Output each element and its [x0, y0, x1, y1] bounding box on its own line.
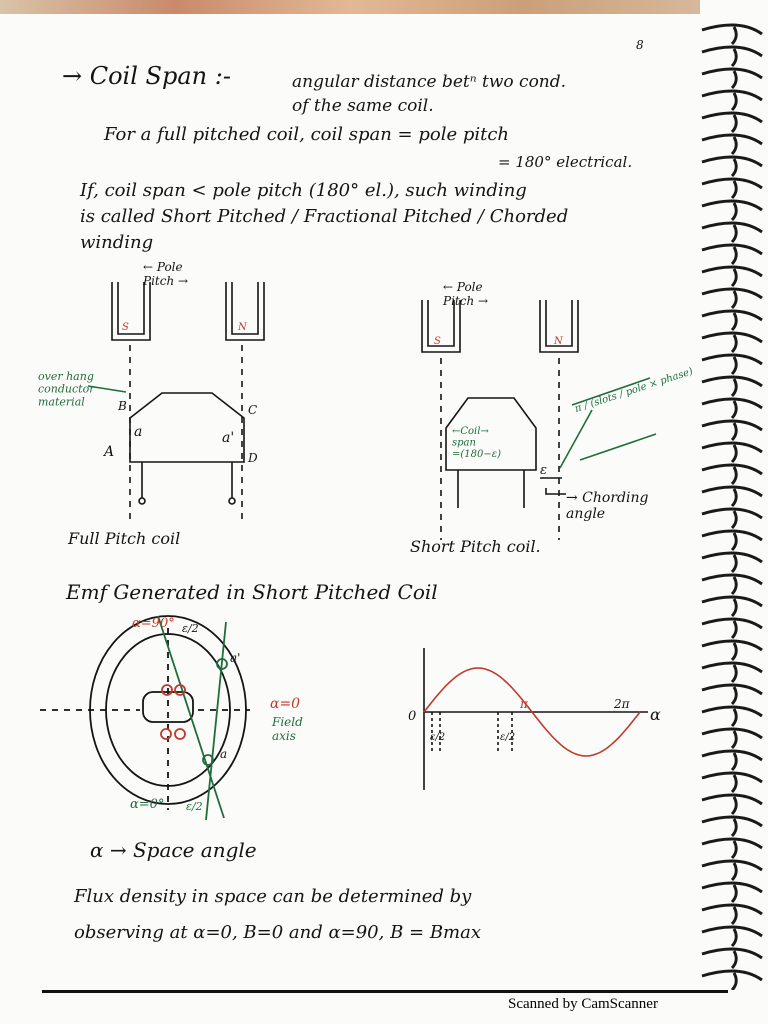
fig1-corner-c: C [248, 403, 258, 417]
fig2-pole-n: N [554, 336, 563, 347]
emf-heading: Emf Generated in Short Pitched Coil [66, 580, 438, 604]
fig1-corner-d: D [248, 451, 258, 465]
coil-span-definition-1: angular distance betⁿ two cond. [292, 72, 567, 92]
full-pitch-diagram [88, 282, 264, 520]
emf-ring-diagram [40, 616, 250, 820]
fig1-pole-pitch-text: ← Pole Pitch → [143, 260, 189, 288]
fig1-pole-s: S [122, 322, 129, 333]
fig3-half-eps-bottom: ε/2 [186, 800, 203, 813]
full-pitch-line-1: For a full pitched coil, coil span = pole pitch [104, 124, 510, 145]
fig1-overhang-label: over hang conductor material [38, 370, 95, 409]
fig2-pole-pitch-label: ← Pole Pitch → [443, 280, 489, 308]
fig3-field-axis: Field axis [272, 715, 303, 743]
fig2-caption: Short Pitch coil. [410, 537, 541, 556]
coil-span-definition-2: of the same coil. [292, 96, 434, 116]
spiral-binding [698, 0, 768, 990]
fig2-slots-formula: π / (slots / pole × phase) [573, 366, 695, 415]
fig1-side-a-prime: a' [222, 430, 235, 446]
fig4-eps-half-1: ε/2 [430, 732, 446, 743]
short-pitch-line-1: If, coil span < pole pitch (180° el.), such winding [80, 180, 527, 201]
fig3-a-mark: a [220, 747, 228, 761]
fig1-corner-a: A [104, 444, 115, 460]
fig1-caption: Full Pitch coil [68, 529, 181, 548]
fig4-alpha-axis: α [650, 705, 661, 724]
flux-line-1: Flux density in space can be determined by [74, 886, 472, 907]
fig1-side-a: a [134, 424, 143, 440]
emf-sine-graph [424, 648, 648, 790]
fig1-pole-n: N [238, 322, 247, 333]
flux-line-2: observing at α=0, B=0 and α=90, B = Bmax [74, 922, 482, 943]
fig1-corner-b: B [118, 399, 127, 413]
fig1-pole-pitch-label [142, 260, 188, 288]
scanner-watermark: Scanned by CamScanner [508, 996, 658, 1012]
fig4-two-pi: 2π [614, 697, 630, 711]
fig4-pi: π [520, 697, 528, 711]
fig4-origin: 0 [408, 709, 417, 724]
fig2-coil-span-label: ←Coil→ span =(180−ε) [452, 426, 502, 460]
fig3-half-eps-top: ε/2 [182, 622, 199, 635]
heading-coil-span: → Coil Span :- [62, 62, 231, 90]
fig3-a-prime: a' [230, 651, 241, 665]
fig3-alpha-90: α=90° [132, 616, 175, 631]
fig4-eps-half-2: ε/2 [500, 732, 516, 743]
short-pitch-line-3: winding [80, 232, 154, 253]
fig3-alpha-bottom: α=0° [130, 797, 165, 812]
short-pitch-line-2: is called Short Pitched / Fractional Pitched / Chorded [80, 206, 569, 227]
page-number: 8 [636, 38, 644, 52]
page-bottom-rule [42, 990, 728, 993]
full-pitch-line-2: = 180° electrical. [498, 153, 633, 171]
fig2-epsilon: ε [540, 463, 547, 478]
fig3-alpha-0: α=0 [270, 696, 301, 712]
alpha-definition: α → Space angle [90, 838, 257, 862]
fig2-chording-angle: → Chording angle [566, 490, 649, 523]
fig2-pole-s: S [434, 336, 441, 347]
